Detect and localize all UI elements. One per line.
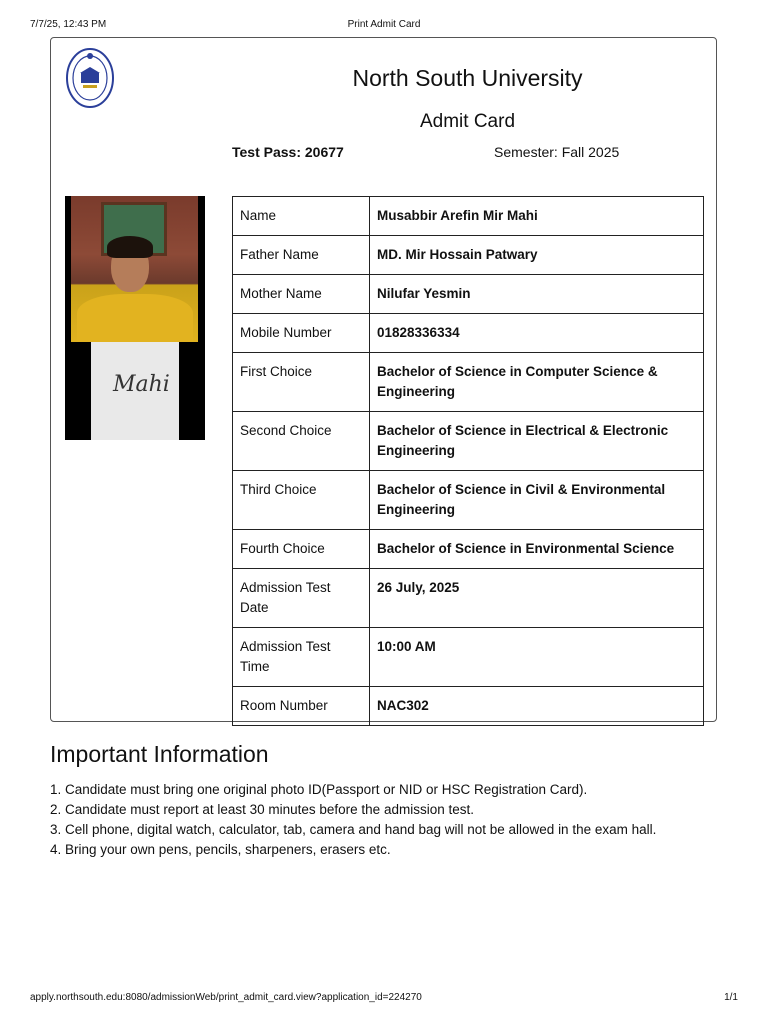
card-title: Admit Card — [419, 111, 516, 132]
semester: Semester: Fall 2025 — [494, 144, 620, 160]
row-value: Bachelor of Science in Civil & Environmental Engineering — [370, 471, 704, 530]
table-row — [233, 275, 704, 314]
row-label: Mother Name — [233, 275, 370, 314]
list-item: 4. Bring your own pens, pencils, sharpeners, erasers etc. — [50, 842, 391, 857]
table-row — [233, 197, 704, 236]
table-row — [233, 687, 704, 726]
table-row — [233, 569, 704, 628]
row-value: NAC302 — [370, 687, 704, 726]
candidate-photo — [65, 196, 205, 440]
row-value: MD. Mir Hossain Patwary — [370, 236, 704, 275]
table-row — [233, 412, 704, 471]
row-value: Bachelor of Science in Computer Science & Engineering — [370, 353, 704, 412]
important-info-list — [50, 780, 656, 860]
list-item: 2. Candidate must report at least 30 minutes before the admission test. — [50, 802, 474, 817]
table-row — [233, 530, 704, 569]
admit-card — [50, 37, 717, 722]
row-label: Fourth Choice — [233, 530, 370, 569]
list-item: 1. Candidate must bring one original photo ID(Passport or NID or HSC Registration Card). — [50, 782, 588, 797]
page-url: apply.northsouth.edu:8080/admissionWeb/print_admit_card.view?application_id=224270 — [30, 992, 422, 1003]
table-row — [233, 236, 704, 275]
row-label: Room Number — [233, 687, 370, 726]
list-item: 3. Cell phone, digital watch, calculator, tab, camera and hand bag will not be allowed in the exam hall. — [50, 822, 657, 837]
candidate-signature: Mahi — [91, 342, 179, 440]
test-pass: Test Pass: 20677 — [232, 144, 344, 160]
row-label: Name — [233, 197, 370, 236]
university-name: North South University — [352, 65, 583, 91]
candidate-info-table — [232, 196, 704, 726]
table-row — [233, 314, 704, 353]
print-datetime: 7/7/25, 12:43 PM — [30, 19, 107, 30]
row-label: Second Choice — [233, 412, 370, 471]
row-value: Musabbir Arefin Mir Mahi — [370, 197, 704, 236]
row-label: Admission Test Time — [233, 628, 370, 687]
table-row — [233, 353, 704, 412]
row-value: 10:00 AM — [370, 628, 704, 687]
table-row — [233, 628, 704, 687]
row-label: Mobile Number — [233, 314, 370, 353]
row-label: Father Name — [233, 236, 370, 275]
row-value: 01828336334 — [370, 314, 704, 353]
page-number: 1/1 — [724, 992, 738, 1003]
table-row — [233, 471, 704, 530]
row-value: Nilufar Yesmin — [370, 275, 704, 314]
important-info-title: Important Information — [50, 741, 269, 767]
row-value: 26 July, 2025 — [370, 569, 704, 628]
print-header — [30, 19, 738, 33]
row-label: First Choice — [233, 353, 370, 412]
row-label: Third Choice — [233, 471, 370, 530]
row-value: Bachelor of Science in Environmental Science — [370, 530, 704, 569]
print-title: Print Admit Card — [347, 19, 421, 30]
row-value: Bachelor of Science in Electrical & Electronic Engineering — [370, 412, 704, 471]
row-label: Admission Test Date — [233, 569, 370, 628]
